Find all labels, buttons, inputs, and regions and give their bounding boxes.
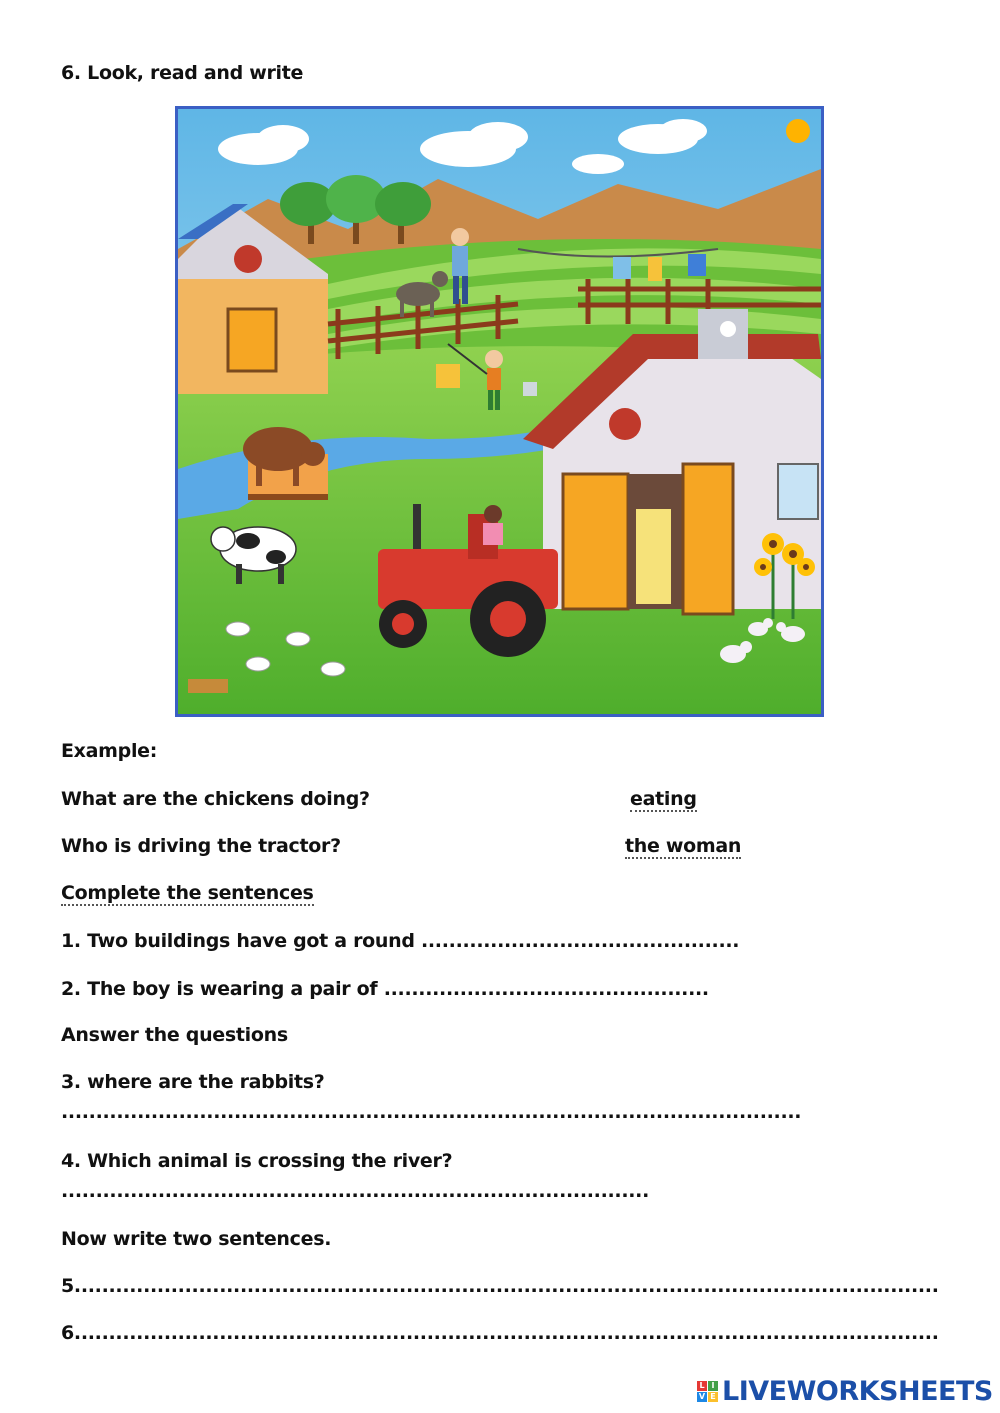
question-4: 4. Which animal is crossing the river? (61, 1150, 453, 1172)
example-label: Example: (61, 740, 158, 762)
example-question-2: Who is driving the tractor? (61, 835, 341, 857)
feed-tray (188, 679, 228, 693)
sentence-5-line[interactable]: 5............................................................................................................................. (61, 1275, 939, 1297)
logo-text: LIVEWORKSHEETS (722, 1376, 993, 1407)
liveworksheets-logo (697, 1376, 993, 1407)
sun (786, 119, 810, 143)
sentence-2[interactable]: 2. The boy is wearing a pair of ............................................... (61, 978, 709, 1000)
complete-section-title: Complete the sentences (61, 882, 314, 904)
example-answer-1: eating (630, 788, 697, 810)
answer-section-title: Answer the questions (61, 1024, 288, 1046)
example-answer-2: the woman (625, 835, 742, 857)
write-section-title: Now write two sentences. (61, 1228, 332, 1250)
example-question-1: What are the chickens doing? (61, 788, 370, 810)
sentence-6-line[interactable]: 6............................................................................................................................. (61, 1322, 939, 1344)
question-3: 3. where are the rabbits? (61, 1071, 325, 1093)
sentence-1[interactable]: 1. Two buildings have got a round .............................................. (61, 930, 740, 952)
question-4-answer-line[interactable]: ..................................................................................... (61, 1180, 650, 1202)
question-3-answer-line[interactable]: ........................................................................................................... (61, 1101, 802, 1123)
exercise-heading: 6. Look, read and write (61, 62, 304, 84)
farm-scene-image (175, 106, 824, 717)
logo-blocks-icon: L I V E (697, 1381, 718, 1402)
